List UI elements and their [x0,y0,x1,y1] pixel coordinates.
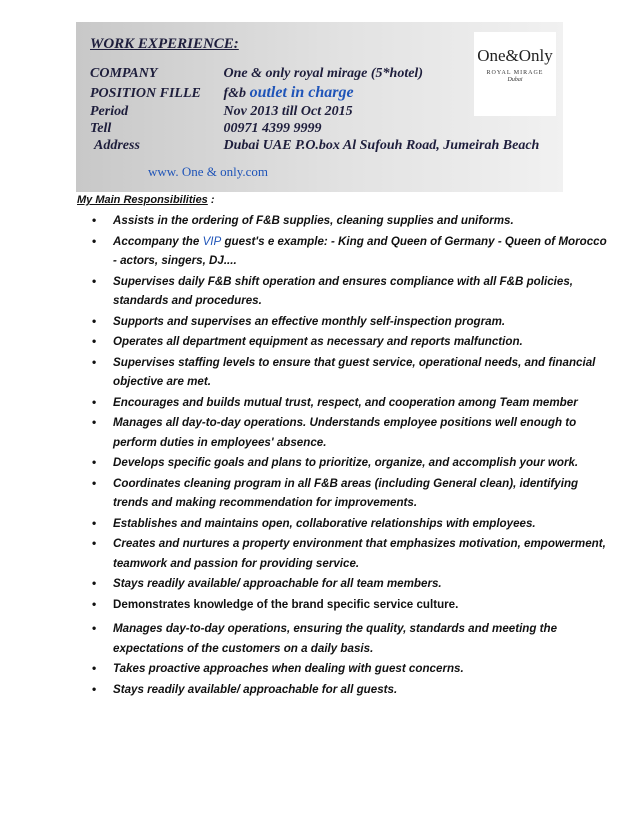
tell-row [90,121,322,137]
list-item: • Stays readily available/ approachable for all team members. [92,574,612,594]
vip-after: guest's e example: - King and Queen of Germany - Queen of Morocco - actors, singers, DJ.... [113,234,607,267]
list-item: • Takes proactive approaches when dealing with guest concerns. [92,659,612,679]
position-prefix: f&b [223,86,247,101]
address-value: Dubai UAE P.O.box Al Sufouh Road, Jumeirah Beach [223,138,540,153]
company-value: One & only royal mirage (5*hotel) [223,66,423,81]
list-item: • Establishes and maintains open, collaborative relationships with employees. [92,514,612,534]
vip-before: Accompany the [113,234,203,248]
list-item: • Coordinates cleaning program in all F&B areas (including General clean), identifying trends and making recommendation for improvements. [92,474,612,513]
tell-label: Tell [90,121,112,136]
responsibilities-heading [77,194,215,206]
list-item: • Supervises staffing levels to ensure that guest service, operational needs, and financial objective are met. [92,353,612,392]
work-experience-banner [76,22,563,192]
position-highlight: outlet in charge [249,84,354,101]
list-item: • Develops specific goals and plans to prioritize, organize, and accomplish your work. [92,453,612,473]
list-item: • Manages all day-to-day operations. Understands employee positions well enough to perform duties in employees' absence. [92,413,612,452]
logo-city: Dubai [507,77,523,83]
tell-value: 00971 4399 9999 [223,121,322,136]
company-label: COMPANY [90,66,158,81]
list-item: • Assists in the ordering of F&B supplies, cleaning supplies and uniforms. [92,211,612,231]
list-item: • Demonstrates knowledge of the brand specific service culture. [92,595,612,615]
period-value: Nov 2013 till Oct 2015 [223,104,353,119]
responsibilities-heading-text: My Main Responsibilities [77,194,208,206]
period-label: Period [90,104,129,119]
logo-subtitle: ROYAL MIRAGE [486,70,544,76]
position-label: POSITION FILLE [90,86,201,101]
list-item: • Stays readily available/ approachable for all guests. [92,680,612,700]
list-item: • Manages day-to-day operations, ensuring the quality, standards and meeting the expectations of the customers on a daily basis. [92,619,612,658]
period-row [90,104,353,120]
work-experience-title: WORK EXPERIENCE: [90,36,239,52]
list-item: • Supervises daily F&B shift operation and ensures compliance with all F&B policies, standards and procedures. [92,272,612,311]
company-row [90,66,423,82]
list-item: • Creates and nurtures a property environment that emphasizes motivation, empowerment, teamwork and passion for providing service. [92,534,612,573]
address-label: Address [94,138,140,153]
vip-highlight: VIP [202,234,222,248]
responsibilities-heading-suffix: : [207,194,215,206]
list-item [92,232,612,271]
logo-name: One&Only [477,46,553,65]
list-item: • Operates all department equipment as necessary and reports malfunction. [92,332,612,352]
position-row [90,84,354,102]
list-item: • Encourages and builds mutual trust, respect, and cooperation among Team member [92,393,612,413]
address-row [94,138,539,154]
list-item: • Supports and supervises an effective monthly self-inspection program. [92,312,612,332]
responsibilities-list [92,211,612,700]
website-url: www. One & only.com [148,164,268,179]
hotel-logo [474,32,556,116]
position-value [224,84,354,102]
